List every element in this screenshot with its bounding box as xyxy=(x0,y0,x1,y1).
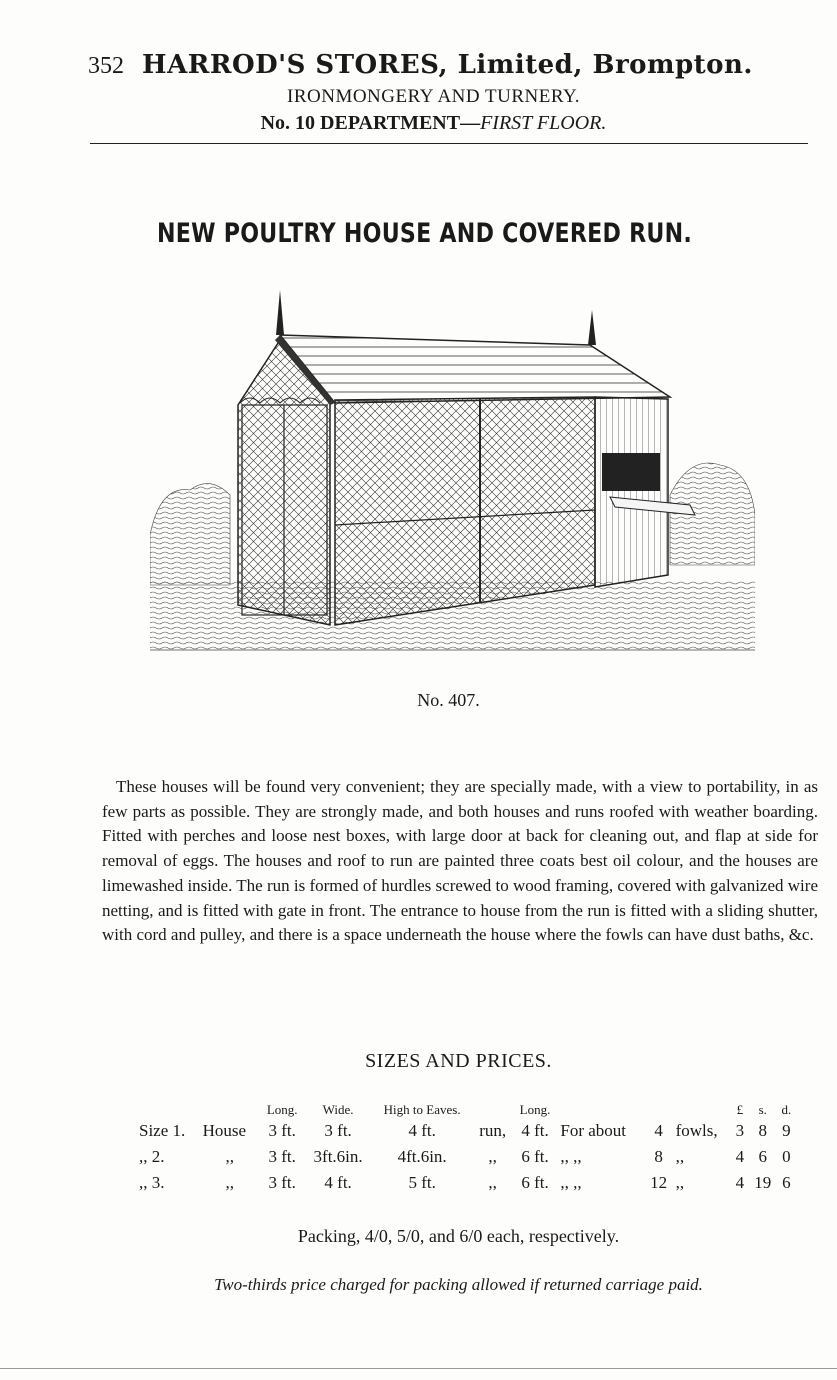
row-fowls-count: 4 xyxy=(654,1121,663,1140)
row-size: Size 1. xyxy=(139,1121,186,1140)
row-wide: 3 ft. xyxy=(324,1121,352,1140)
row-size: ,, 3. xyxy=(139,1173,165,1192)
row-fowls: ,, xyxy=(675,1147,685,1166)
row-run: ,, xyxy=(488,1173,497,1192)
row-shillings: 19 xyxy=(754,1173,772,1192)
article-title: NEW POULTRY HOUSE AND COVERED RUN. xyxy=(156,218,693,249)
row-long: 3 ft. xyxy=(268,1147,296,1166)
department-line xyxy=(0,112,837,135)
page-number: 352 xyxy=(88,53,124,79)
table-row xyxy=(136,1118,796,1144)
row-pence: 0 xyxy=(782,1147,791,1166)
row-size: ,, 2. xyxy=(139,1147,165,1166)
row-house: House xyxy=(202,1121,247,1140)
sizes-heading: SIZES AND PRICES. xyxy=(365,1050,552,1072)
row-high: 4ft.6in. xyxy=(397,1147,447,1166)
row-for-about: For about xyxy=(560,1121,627,1140)
row-shillings: 8 xyxy=(758,1121,767,1140)
col-run-long: Long. xyxy=(519,1102,551,1117)
row-fowls: fowls, xyxy=(675,1121,718,1140)
row-fowls: ,, xyxy=(675,1173,685,1192)
store-name: HARROD'S STORES, Limited, Brompton. xyxy=(142,50,753,80)
department-label: No. 10 DEPARTMENT— xyxy=(260,112,481,134)
packing-note: Packing, 4/0, 5/0, and 6/0 each, respectively. xyxy=(297,1226,620,1246)
row-shillings: 6 xyxy=(758,1147,767,1166)
col-pence: d. xyxy=(781,1102,792,1117)
col-pounds: £ xyxy=(736,1102,744,1117)
row-house: ,, xyxy=(225,1147,235,1166)
description-paragraph: These houses will be found very convenient; they are specially made, with a view to portability, in as few parts as possible. They are strongly made, and both houses and runs roofed with weather boarding. Fitted with perches and loose nest boxes, with large door at back for cleaning out, and flap at side for removal of eggs. The houses and roof to run are painted three coats best oil colour, and the houses are limewashed inside. The run is formed of hurdles screwed to wood framing, covered with galvanized wire netting, and is fitted with gate in front. The entrance to house from the run is fitted with a sliding shutter, with cord and pulley, and there is a space underneath the house where the fowls can have dust baths, &c. xyxy=(102,777,818,945)
page-edge-line xyxy=(0,1368,837,1369)
row-high: 4 ft. xyxy=(408,1121,436,1140)
page-header xyxy=(88,50,808,80)
row-run-long: 6 ft. xyxy=(521,1173,549,1192)
row-run: ,, xyxy=(488,1147,497,1166)
row-pounds: 3 xyxy=(735,1121,745,1140)
row-wide: 3ft.6in. xyxy=(313,1147,363,1166)
col-shillings: s. xyxy=(758,1102,767,1117)
catalog-number: No. 407. xyxy=(417,690,480,710)
row-run: run, xyxy=(479,1121,507,1140)
col-long: Long. xyxy=(266,1102,298,1117)
row-long: 3 ft. xyxy=(268,1173,296,1192)
row-fowls-count: 8 xyxy=(654,1147,663,1166)
sizes-table xyxy=(136,1098,796,1196)
table-header-row xyxy=(136,1098,796,1118)
poultry-house-illustration xyxy=(150,285,755,655)
header-rule xyxy=(90,143,808,144)
row-wide: 4 ft. xyxy=(324,1173,352,1192)
section-title: IRONMONGERY AND TURNERY. xyxy=(287,86,580,107)
row-pounds: 4 xyxy=(735,1173,745,1192)
packing-footnote: Two-thirds price charged for packing allowed if returned carriage paid. xyxy=(214,1275,703,1294)
col-wide: Wide. xyxy=(322,1102,354,1117)
row-run-long: 4 ft. xyxy=(521,1121,549,1140)
row-run-long: 6 ft. xyxy=(521,1147,549,1166)
row-pounds: 4 xyxy=(735,1147,745,1166)
row-pence: 9 xyxy=(782,1121,791,1140)
row-fowls-count: 12 xyxy=(650,1173,668,1192)
row-pence: 6 xyxy=(782,1173,791,1192)
row-house: ,, xyxy=(225,1173,235,1192)
row-for-about: ,, ,, xyxy=(560,1173,582,1192)
row-long: 3 ft. xyxy=(268,1121,296,1140)
row-high: 5 ft. xyxy=(408,1173,436,1192)
col-high: High to Eaves. xyxy=(383,1102,461,1117)
floor-label: FIRST FLOOR. xyxy=(480,112,607,134)
row-for-about: ,, ,, xyxy=(560,1147,582,1166)
table-row xyxy=(136,1170,796,1196)
table-row xyxy=(136,1144,796,1170)
